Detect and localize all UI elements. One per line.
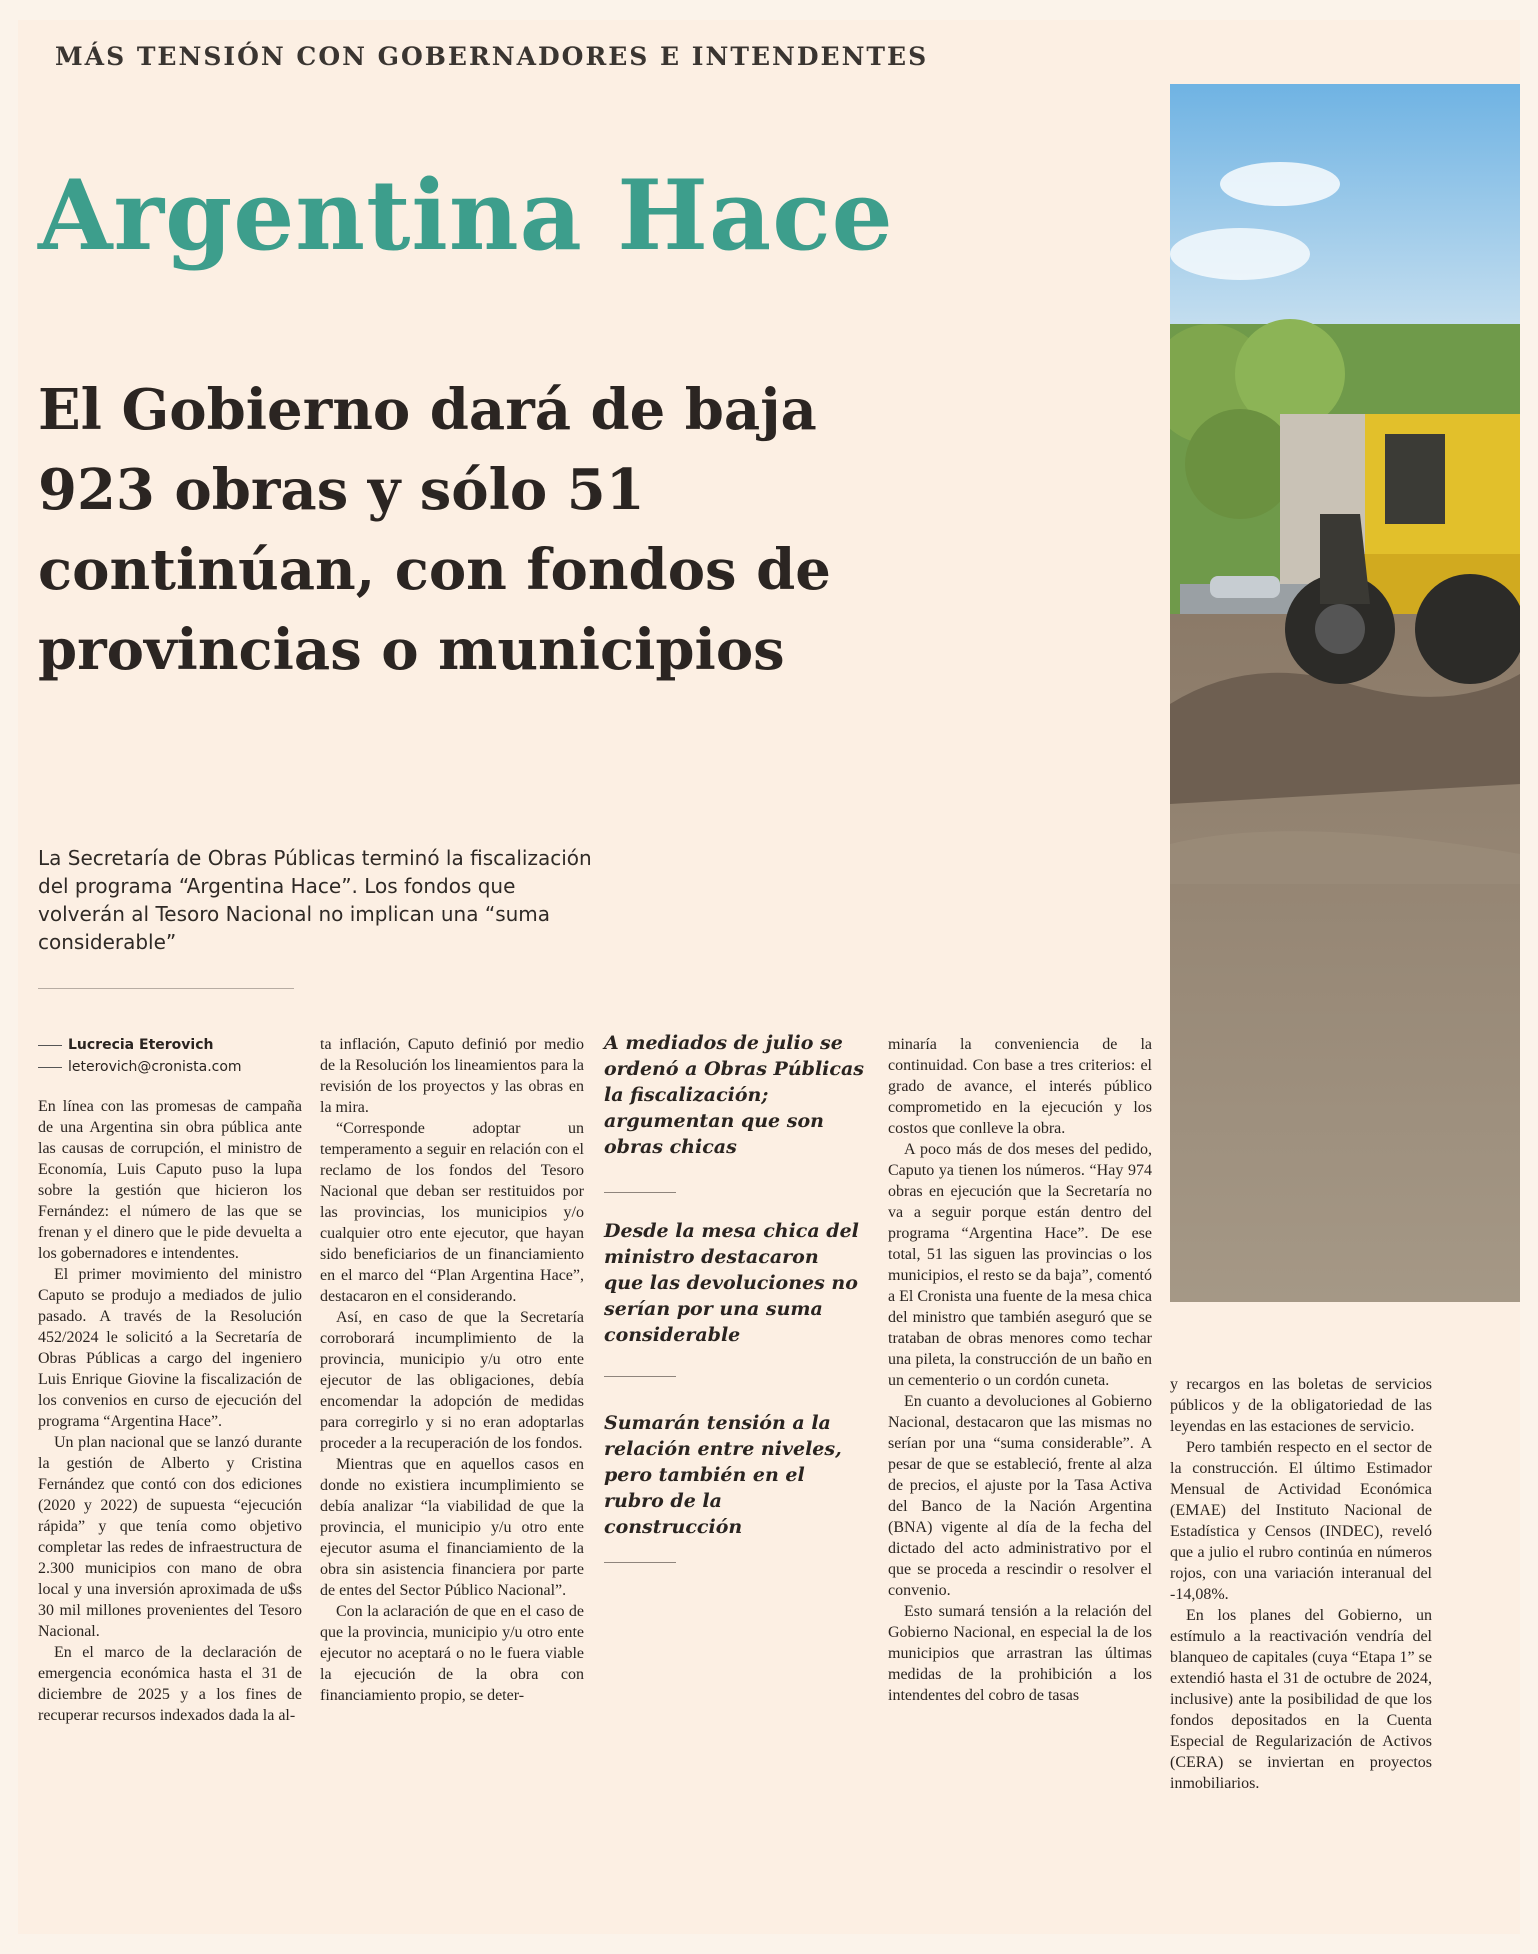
paragraph: En cuanto a devoluciones al Gobierno Nacional, destacaron que las mismas no serían por una “suma considerable”. A pesar de que se estableció, frente al alza de precios, el ajuste por la Tasa Activa del Banco de la Nación Argentina (BNA) vigente al día de la fecha del dictado del acto administrativo por el que se proceda a rescindir o resolver el convenio.	[888, 1393, 1152, 1599]
excavator-photo	[1170, 84, 1520, 1302]
paragraph: “Corresponde adoptar un temperamento a seguir en relación con el reclamo de los fondos del Tesoro Nacional que deban ser restituidos por las provincias, los municipios y/o cualquier otro ente ejecutor, que hayan sido beneficiarios de un financiamiento en el marco del “Plan Argentina Hace”, destacaron en el considerando.	[320, 1120, 584, 1305]
pull-quote: A mediados de julio se ordenó a Obras Públicas la fiscalización; argumentan que son obras chicas	[604, 1032, 864, 1158]
pull-quote-divider	[604, 1192, 676, 1193]
paragraph: Con la aclaración de que en el caso de que la provincia, municipio y/u otro ente ejecutor no aceptará o no le fuera viable la ejecución de la obra con financiamiento propio, se deter-	[320, 1603, 584, 1704]
paragraph: En los planes del Gobierno, un estímulo a la reactivación vendría del blanqueo de capitales (cuya “Etapa 1” se extendió hasta el 31 de octubre de 2024, inclusive) ante la posibilidad de que los fondos depositados en la Cuenta Especial de Regularización de Activos (CERA) se inviertan en proyectos inmobiliarios.	[1170, 1607, 1432, 1792]
paragraph: En línea con las promesas de campaña de una Argentina sin obra pública ante las causas de corrupción, el ministro de Economía, Luis Caputo puso la lupa sobre la gestión que hicieron los Fernández: el número de las que se frenan y el dinero que le pide devuelta a los gobernadores e intendentes.	[38, 1098, 302, 1262]
byline	[38, 1034, 298, 1078]
headline	[38, 370, 858, 690]
pull-quote: Sumarán tensión a la relación entre niveles, pero también en el rubro de la construcción	[604, 1412, 842, 1538]
kicker: MÁS TENSIÓN CON GOBERNADORES E INTENDENTES	[55, 42, 929, 71]
pull-quote-divider	[604, 1376, 676, 1377]
paragraph: ta inflación, Caputo definió por medio de la Resolución los lineamientos para la revisión de los proyectos y las obras en la mira.	[320, 1036, 584, 1116]
author-email[interactable]: leterovich@cronista.com	[68, 1059, 242, 1075]
body-column-5	[1170, 1374, 1432, 1794]
paragraph: El primer movimiento del ministro Caputo se produjo a mediados de julio pasado. A través de la Resolución 452/2024 le solicitó a la Secretaría de Obras Públicas a cargo del ingeniero Luis Enrique Giovine la fiscalización de los convenios en curso de ejecución del programa “Argentina Hace”.	[38, 1266, 302, 1430]
paragraph: Pero también respecto en el sector de la construcción. El último Estimador Mensual de Actividad Económica (EMAE) del Instituto Nacional de Estadística y Censos (INDEC), reveló que a julio el rubro continúa en números rojos, con una variación interanual del -14,08%.	[1170, 1439, 1432, 1603]
paragraph: En el marco de la declaración de emergencia económica hasta el 31 de diciembre de 2025 y a los fines de recuperar recursos indexados dada la al-	[38, 1644, 302, 1724]
author-name: Lucrecia Eterovich	[68, 1037, 214, 1053]
lead-paragraph: La Secretaría de Obras Públicas terminó la fiscalización del programa “Argentina Hace”. Los fondos que volverán al Tesoro Nacional no implican una “suma considerable”	[38, 846, 592, 954]
headline-line: provincias o municipios	[38, 617, 785, 683]
body-column-1	[38, 1096, 302, 1726]
paragraph: Un plan nacional que se lanzó durante la gestión de Alberto y Cristina Fernández que contó con dos ediciones (2020 y 2022) de supuesta “ejecución rápida” y que tenía como objetivo completar las redes de infraestructura de 2.300 municipios con mano de obra local y una inversión aproximada de u$s 30 mil millones provenientes del Tesoro Nacional.	[38, 1434, 302, 1640]
headline-line: El Gobierno dará de baja	[38, 377, 817, 443]
paragraph: minaría la conveniencia de la continuidad. Con base a tres criterios: el grado de avance, el interés público comprometido en la ejecución y los costos que conlleve la obra.	[888, 1036, 1152, 1137]
pull-quote-divider	[604, 1562, 676, 1563]
section-title: Argentina Hace	[38, 159, 894, 272]
divider	[38, 988, 294, 989]
paragraph: Mientras que en aquellos casos en donde no existiera incumplimiento se debía analizar “la viabilidad de que la provincia, el municipio y/u otro ente ejecutor asuma el financiamiento de la obra sin asistencia financiera por parte de entes del Sector Público Nacional”.	[320, 1456, 584, 1599]
pull-quote: Desde la mesa chica del ministro destacaron que las devoluciones no serían por una suma considerable	[604, 1220, 859, 1346]
body-column-2	[320, 1034, 584, 1706]
headline-line: 923 obras y sólo 51	[38, 457, 645, 523]
paragraph: Así, en caso de que la Secretaría corroborará incumplimiento de la provincia, municipio y/u otro ente ejecutor de las obligaciones, debía encomendar la adopción de medidas para corregirlo y si no eran adoptarlas proceder a la recuperación de los fondos.	[320, 1309, 584, 1452]
paragraph: A poco más de dos meses del pedido, Caputo ya tienen los números. “Hay 974 obras en ejecución que la Secretaría no va a seguir porque están dentro del programa “Argentina Hace”. De ese total, 51 las siguen las provincias o los municipios, el resto se da baja”, comentó a El Cronista una fuente de la mesa chica del ministro que también aseguró que se trataban de obras menores como techar una pileta, la construcción de un baño en un cementerio o un cordón cuneta.	[888, 1141, 1152, 1389]
headline-line: continúan, con fondos de	[38, 537, 831, 603]
body-column-4	[888, 1034, 1152, 1706]
paragraph: y recargos en las boletas de servicios públicos y de la obligatoriedad de las leyendas en las estaciones de servicio.	[1170, 1376, 1432, 1435]
paragraph: Esto sumará tensión a la relación del Gobierno Nacional, en especial la de los municipios que arrastran las últimas medidas de la prohibición a los intendentes del cobro de tasas	[888, 1603, 1152, 1704]
